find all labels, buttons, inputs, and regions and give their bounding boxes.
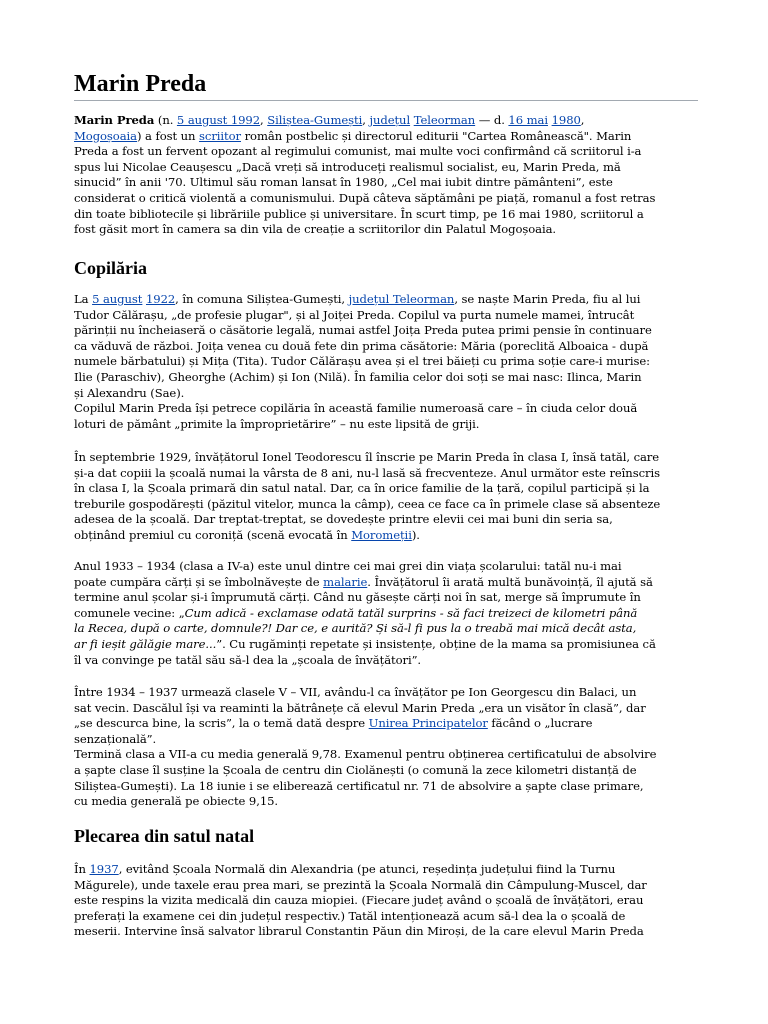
text-run: român postbelic și directorul editurii "Cartea Românească". Marin — [240, 128, 632, 143]
text-run: Între 1934 – 1937 urmează clasele V – VII, avându-l ca învățător pe Ion Georgescu din Balaci, un — [74, 685, 637, 699]
page-title: Marin Preda — [74, 71, 207, 97]
text-run: Ilie (Paraschiv), Gheorghe (Achim) și Ion (Nilă). În familia celor doi soți se mai nasc: Ilinca, Marin — [74, 369, 642, 384]
text-line — [74, 893, 706, 909]
wiki-link[interactable]: 5 august — [92, 292, 143, 306]
wiki-link[interactable]: 16 mai — [508, 113, 548, 127]
text-run: La — [74, 292, 93, 306]
text-line — [74, 129, 706, 145]
text-run: considerat o critică violentă a comunismului. După câteva săptămâni pe piață, romanul a fost retras — [74, 190, 656, 205]
text-run: îl va convinge pe tatăl său să-l dea la „școala de învățători”. — [74, 652, 422, 667]
text-run: „se descurca bine, la scris”, la o temă dată despre — [74, 716, 369, 731]
text-run: . Învățătorul îi arată multă bunăvoință, îl ajută să — [367, 574, 653, 589]
text-line — [74, 653, 706, 669]
paragraph — [74, 450, 706, 544]
text-run: , în comuna Siliștea-Gumești, — [175, 292, 349, 306]
text-run: Termină clasa a VII-a cu media generală 9,78. Examenul pentru obținerea certificatului de absolvire — [74, 747, 657, 762]
text-run: — d. — [475, 113, 509, 127]
text-run: făcând o „lucrare — [487, 716, 593, 731]
wiki-link[interactable]: 5 august 1992 — [176, 113, 261, 127]
text-line — [74, 779, 706, 795]
text-line — [74, 862, 706, 878]
text-run: sat vecin. Dascălul își va reaminti la bătrânețe că elevul Marin Preda „era un visător în clasă”, dar — [74, 700, 646, 715]
text-line — [74, 497, 706, 513]
quote-text: la Recea, după o carte, domnule?! Dar ce, e aurită? Și să-l fi pus la o treabă mai mică decât asta, — [74, 621, 637, 636]
text-line — [74, 763, 706, 779]
text-run: poate cumpăra cărți și se îmbolnăvește de — [74, 574, 324, 589]
text-run: În septembrie 1929, învățătorul Ionel Teodorescu îl înscrie pe Marin Preda în clasa I, însă tatăl, care — [74, 450, 660, 464]
wiki-link[interactable]: 1937 — [89, 862, 119, 876]
text-line — [74, 144, 706, 160]
text-run: loturi de pământ „primite la împroprietărire” – nu este lipsită de griji. — [74, 416, 480, 431]
text-line — [74, 222, 706, 238]
paragraph — [74, 292, 706, 432]
text-run: Copilul Marin Preda își petrece copilăria în această familie numeroasă care – în ciuda celor două — [74, 401, 638, 416]
text-line — [74, 512, 706, 528]
quote-text: ar fi ieșit gălăgie mare... — [74, 636, 217, 651]
paragraph — [74, 685, 706, 810]
text-run: numele bărbatului) și Mița (Tita). Tudor Călărașu avea și el trei băieți cu prima soție care-i murise: — [74, 354, 650, 369]
text-line — [74, 575, 706, 591]
text-run: preferați la examene cei din județul respectiv.) Tatăl intenționează acum să-l dea la o școală de — [74, 908, 626, 923]
text-line — [74, 175, 706, 191]
text-line — [74, 354, 706, 370]
text-run: fost găsit mort în camera sa din vila de creație a scriitorilor din Palatul Mogoșoaia. — [74, 222, 557, 237]
text-line — [74, 606, 706, 622]
section-heading-copilaria: Copilăria — [74, 258, 148, 278]
text-run: adesea de la școală. Dar treptat-treptat, se dovedește printre elevii cei mai buni din seria sa, — [74, 512, 613, 527]
text-line — [74, 716, 706, 732]
text-line — [74, 878, 706, 894]
text-run: În — [74, 862, 90, 876]
text-run: ca văduvă de război. Joița venea cu două fete din prima căsătorie: Măria (poreclită Alboaica - după — [74, 338, 649, 353]
paragraph — [74, 862, 706, 940]
text-line — [74, 292, 706, 308]
text-run: părinții nu încheiaseră o căsătorie legală, numai astfel Joița Preda putea primi pensie în continuare — [74, 323, 652, 338]
text-run: Preda a fost un fervent opozant al regimului comunist, mai multe voci confirmând că scriitorul i-a — [74, 144, 642, 159]
title-underline — [74, 100, 698, 101]
text-line — [74, 909, 706, 925]
text-line — [74, 339, 706, 355]
wiki-link[interactable]: malarie — [323, 574, 368, 589]
text-line — [74, 637, 706, 653]
text-run: spus lui Nicolae Ceaușescu „Dacă vreți să introduceți realismul socialist, eu, Marin Preda, mă — [74, 159, 621, 174]
text-run: Tudor Călărașu, „de profesie plugar", și al Joiței Preda. Copilul va purta numele mamei, întrucât — [74, 307, 635, 322]
text-line — [74, 481, 706, 497]
text-line — [74, 450, 706, 466]
bold-text: Marin Preda — [74, 113, 155, 127]
text-run: , — [362, 113, 370, 127]
text-run: din toate bibliotecile și librăriile publice și universitare. În scurt timp, pe 16 mai 1980, scriitorul a — [74, 206, 644, 221]
text-run: ”. Cu rugăminți repetate și insistențe, obține de la mama sa promisiunea că — [216, 636, 656, 651]
wiki-link[interactable]: Unirea Principatelor — [368, 716, 488, 731]
text-line — [74, 732, 706, 748]
text-run: Măgurele), unde taxele erau prea mari, se prezintă la Școala Normală din Câmpulung-Muscel, dar — [74, 877, 647, 892]
text-run: senzațională”. — [74, 731, 157, 746]
text-run: , evitând Școala Normală din Alexandria (pe atunci, reședința județului fiind la Turnu — [118, 862, 616, 876]
text-line — [74, 559, 706, 575]
text-line — [74, 207, 706, 223]
text-run: treburile gospodărești (păzitul vitelor, munca la câmp), ceea ce face ca în primele clase să absenteze — [74, 496, 661, 511]
wiki-link[interactable]: Moromeții — [351, 527, 412, 542]
text-line — [74, 417, 706, 433]
text-line — [74, 308, 706, 324]
text-line — [74, 701, 706, 717]
text-run: sinucid” în anii '70. Ultimul său roman lansat în 1980, „Cel mai iubit dintre pământeni”, este — [74, 175, 613, 190]
wiki-link[interactable]: Teleorman — [413, 113, 476, 127]
wiki-link[interactable]: 1980 — [551, 113, 581, 127]
text-line — [74, 323, 706, 339]
text-line — [74, 386, 706, 402]
text-run: meserii. Intervine însă salvator librarul Constantin Păun din Miroși, de la care elevul Marin Preda — [74, 924, 644, 939]
text-line — [74, 160, 706, 176]
text-line — [74, 370, 706, 386]
text-run: (n. — [154, 113, 177, 127]
wiki-link[interactable]: județul — [369, 113, 411, 127]
text-run: ) a fost un — [137, 128, 200, 143]
wiki-link[interactable]: Mogoșoaia — [74, 128, 137, 143]
text-run: comunele vecine: „ — [74, 605, 185, 620]
wiki-link[interactable]: scriitor — [199, 128, 241, 143]
quote-text: Cum adică - exclamase odată tatăl surprins - să faci treizeci de kilometri până — [184, 605, 638, 620]
text-line — [74, 747, 706, 763]
text-line — [74, 590, 706, 606]
text-run: și Alexandru (Sae). — [74, 385, 185, 400]
text-line — [74, 191, 706, 207]
text-run: , — [580, 113, 585, 127]
wiki-link[interactable]: Siliștea-Gumești — [267, 113, 363, 127]
text-run: , se naște Marin Preda, fiu al lui — [454, 292, 641, 306]
text-line — [74, 621, 706, 637]
text-run: și-a dat copiii la școală numai la vârsta de 8 ani, nu-l lasă să frecventeze. Anul următor este reînscris — [74, 465, 660, 480]
text-run: a șapte clase îl susține la Școala de centru din Ciolănești (o comună la zece kilometri distanță de — [74, 762, 637, 777]
text-run: , — [260, 113, 268, 127]
text-run: cu media generală pe obiecte 9,15. — [74, 794, 279, 809]
text-line — [74, 113, 706, 129]
text-line — [74, 794, 706, 810]
wiki-link[interactable]: 1922 — [145, 292, 176, 306]
intro-paragraph — [74, 113, 706, 238]
text-run: termine anul școlar și-i împrumută cărți. Când nu găsește cărți noi în sat, merge să împrumute în — [74, 590, 641, 605]
wiki-link[interactable]: județul Teleorman — [348, 292, 455, 306]
text-run: Anul 1933 – 1934 (clasa a IV-a) este unul dintre cei mai grei din viața școlarului: tatăl nu-i mai — [74, 559, 622, 573]
text-run: Siliștea-Gumești). La 18 iunie i se eliberează certificatul nr. 71 de absolvire a șapte clase primare, — [74, 778, 644, 793]
paragraph — [74, 559, 706, 668]
text-run: ). — [411, 527, 420, 542]
text-line — [74, 924, 706, 940]
text-line — [74, 401, 706, 417]
text-line — [74, 685, 706, 701]
section-heading-plecarea: Plecarea din satul natal — [74, 826, 255, 846]
text-run: obținând premiul cu coroniță (scenă evocată în — [74, 527, 352, 542]
text-line — [74, 528, 706, 544]
text-run: este respins la vizita medicală din cauza miopiei. (Fiecare județ având o școală de învățători, erau — [74, 893, 644, 908]
text-line — [74, 466, 706, 482]
text-run: în clasa I, la Școala primară din satul natal. Dar, ca în orice familie de la țară, copilul participă și la — [74, 481, 650, 496]
